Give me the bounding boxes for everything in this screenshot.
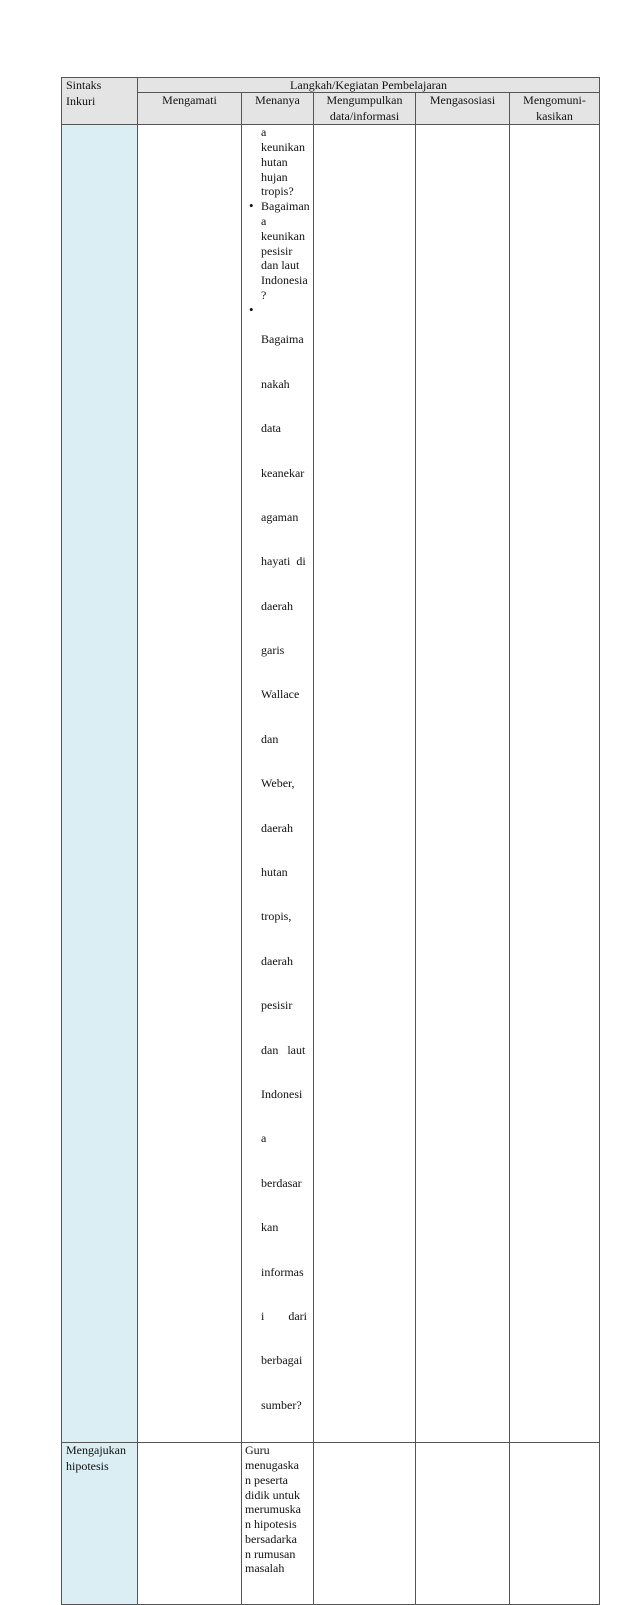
sintaks-inkuri-header — [62, 78, 138, 125]
text-line: nakah — [261, 376, 290, 391]
mengamati-hipotesis-cell — [138, 1443, 242, 1605]
text-line: ? — [261, 287, 267, 302]
text-line: n peserta — [245, 1472, 288, 1487]
mengomunikasikan-hipotesis-cell — [510, 1443, 600, 1605]
text-line: • Bagaima — [261, 332, 304, 347]
col-mengasosiasi-header — [416, 93, 510, 125]
text-line: n hipotesis — [245, 1517, 297, 1532]
menanya-cell — [242, 125, 314, 1443]
text-line: daerah — [261, 820, 293, 835]
text-line: hayati di — [261, 554, 306, 569]
text-line: hutan — [261, 865, 288, 880]
text-line: daerah — [261, 598, 293, 613]
mengumpulkan-hipotesis-cell — [314, 1443, 416, 1605]
text-line: pesisir — [261, 243, 293, 258]
text-line: n rumusan — [245, 1546, 296, 1561]
text-line: keunikan — [261, 228, 305, 243]
learning-steps-table — [61, 77, 600, 1605]
sintaks-hipotesis-text: Mengajukan hipotesis — [66, 1443, 126, 1473]
text-line: dan — [261, 731, 279, 746]
text-line: • Bagaiman — [261, 199, 310, 214]
langkah-header-text: Langkah/Kegiatan Pembelajaran — [290, 78, 447, 92]
text-line: dan laut — [261, 1042, 306, 1057]
text-line: i dari — [261, 1308, 307, 1323]
question-item — [261, 199, 311, 303]
text-line: Indonesia — [261, 273, 308, 288]
text-line: pesisir — [261, 998, 293, 1013]
col-mengamati-label: Mengamati — [162, 93, 217, 107]
text-line: tropis? — [261, 184, 294, 199]
text-line: data — [261, 421, 281, 436]
text-line: a — [261, 213, 267, 228]
mengasosiasi-cell — [416, 125, 510, 1443]
mengasosiasi-hipotesis-cell — [416, 1443, 510, 1605]
mengamati-cell — [138, 125, 242, 1443]
col-mengasosiasi-label: Mengasosiasi — [429, 93, 496, 107]
text-line: keanekar — [261, 465, 305, 480]
col-menanya-header — [242, 93, 314, 125]
text-line: sumber? — [261, 1397, 302, 1412]
text-line: berdasar — [261, 1175, 302, 1190]
col-menanya-label: Menanya — [255, 93, 300, 107]
sintaks-hipotesis-cell — [62, 1443, 138, 1605]
mengumpulkan-cell — [314, 125, 416, 1443]
col-mengamati-header — [138, 93, 242, 125]
col-mengomunikasikan-header — [510, 93, 600, 125]
text-line: hujan — [261, 169, 288, 184]
menanya-hipotesis-cell — [242, 1443, 314, 1605]
text-line: berbagai — [261, 1353, 303, 1368]
sintaks-header-text: Sintaks Inkuri — [66, 78, 102, 108]
text-line: daerah — [261, 953, 293, 968]
text-line: tropis, — [261, 909, 292, 924]
col-mengumpulkan-header — [314, 93, 416, 125]
text-line: hutan — [261, 154, 288, 169]
text-line: a — [261, 1131, 267, 1146]
text-line: menugaska — [245, 1457, 299, 1472]
question-list — [246, 199, 311, 1442]
text-line: bersadarka — [245, 1531, 297, 1546]
langkah-header — [138, 78, 600, 93]
col-mengomunikasikan-label: Mengomuni-kasikan — [523, 93, 586, 123]
text-line: didik untuk — [245, 1487, 301, 1502]
sintaks-cell-continued — [62, 125, 138, 1443]
col-mengumpulkan-label: Mengumpulkan data/informasi — [326, 93, 403, 123]
text-line: garis — [261, 643, 285, 658]
text-line: merumuska — [245, 1502, 301, 1517]
text-line: Guru — [245, 1443, 270, 1458]
text-line: kan — [261, 1220, 279, 1235]
text-line: Indonesi — [261, 1086, 303, 1101]
continuation-text — [246, 125, 311, 199]
text-line: informas — [261, 1264, 304, 1279]
text-line: agaman — [261, 509, 299, 524]
text-line: a — [261, 125, 267, 140]
mengomunikasikan-cell — [510, 125, 600, 1443]
text-line: dan laut — [261, 258, 300, 273]
text-line: Weber, — [261, 776, 295, 791]
text-line: masalah — [245, 1561, 285, 1576]
question-item — [261, 303, 311, 1442]
text-line: Wallace — [261, 687, 300, 702]
text-line: keunikan — [261, 139, 305, 154]
